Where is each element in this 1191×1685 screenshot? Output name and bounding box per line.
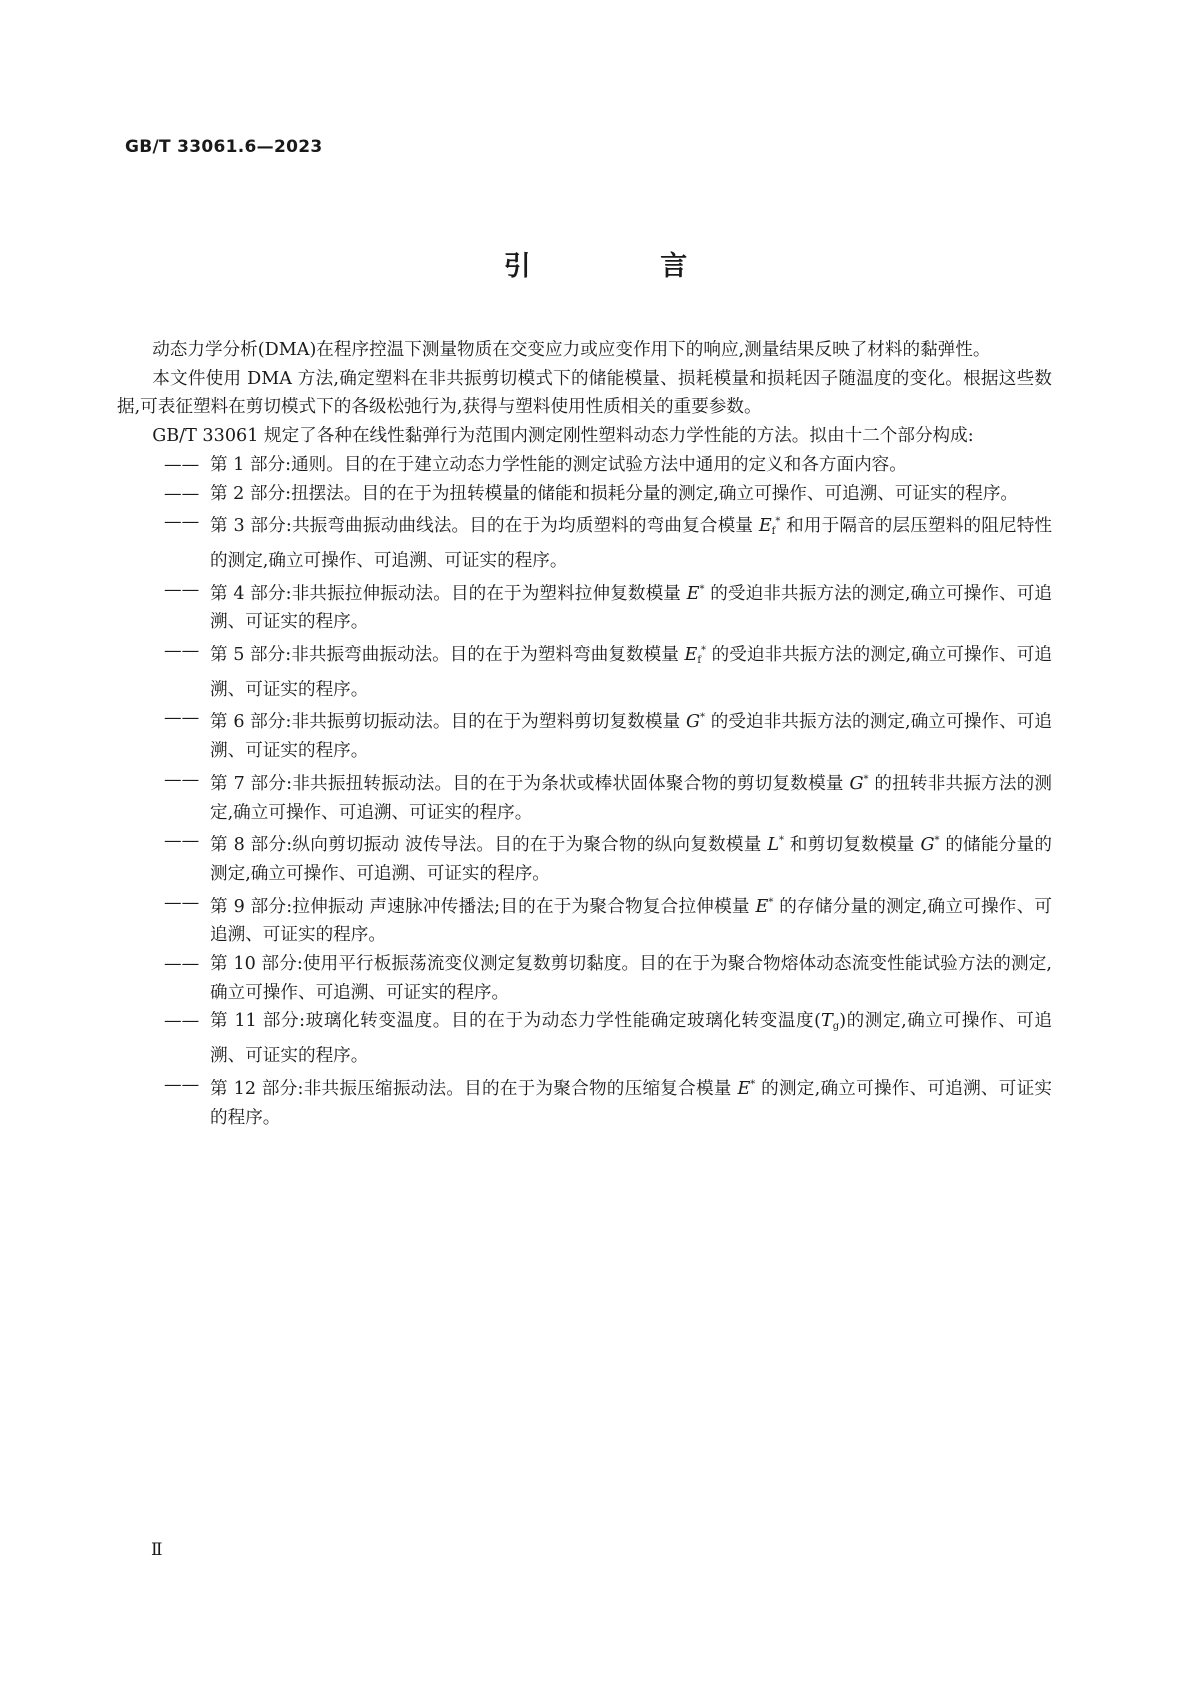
math-symbol: G: [920, 835, 935, 856]
math-superscript: *: [701, 645, 707, 657]
list-item-text-rest: 和剪切复数模量: [789, 835, 915, 856]
page-number: Ⅱ: [151, 1540, 163, 1560]
list-item-text-rest: 和用于隔音的层压塑料的阻尼特性的测定,确立可操作、可追溯、可证实的程序。: [210, 516, 1053, 571]
list-item-text: 第 10 部分:使用平行板振荡流变仪测定复数剪切黏度。目的在于为聚合物熔体动态流变性能试验方法的测定,确立可操作、可追溯、可证实的程序。: [210, 954, 1052, 1003]
math-symbol: T: [821, 1011, 833, 1032]
list-dash: ——: [164, 512, 200, 533]
math-superscript: *: [863, 773, 869, 785]
math-superscript: *: [934, 835, 940, 847]
list-dash: ——: [164, 454, 200, 475]
math-symbol: E: [755, 896, 769, 917]
list-item-text-rest: 的受迫非共振方法的测定,确立可操作、可追溯、可证实的程序。: [210, 712, 1052, 762]
list-item: [117, 766, 1052, 827]
document-code: GB/T 33061.6—2023: [125, 137, 323, 157]
list-item: [117, 704, 1052, 765]
list-dash: ——: [164, 1011, 200, 1032]
list-item-text: 第 8 部分:纵向剪切振动 波传导法。目的在于为聚合物的纵向复数模量: [210, 835, 762, 856]
list-item: [117, 451, 1052, 480]
math-symbol: E: [684, 645, 698, 666]
list-item: [117, 637, 1052, 704]
list-item-text: 第 2 部分:扭摆法。目的在于为扭转模量的储能和损耗分量的测定,确立可操作、可追溯、可证实的程序。: [210, 483, 1019, 504]
list-dash: ——: [164, 1074, 200, 1095]
list-dash: ——: [164, 579, 200, 600]
list-dash: ——: [164, 892, 200, 913]
page-title: 引 言: [503, 251, 748, 282]
math-superscript: *: [768, 896, 774, 908]
math-symbol: E: [758, 516, 772, 537]
list-item-text: 第 6 部分:非共振剪切振动法。目的在于为塑料剪切复数模量: [210, 712, 681, 733]
list-item-text: 第 12 部分:非共振压缩振动法。目的在于为聚合物的压缩复合模量: [210, 1078, 732, 1099]
list-item-text-rest: 的储能分量的测定,确立可操作、可追溯、可证实的程序。: [210, 835, 1053, 884]
paragraph: 动态力学分析(DMA)在程序控温下测量物质在交变应力或应变作用下的响应,测量结果反映了材料的黏弹性。: [152, 340, 991, 360]
math-superscript: *: [779, 835, 785, 847]
math-superscript: *: [700, 712, 706, 724]
math-superscript: *: [699, 583, 705, 595]
math-symbol: E: [686, 583, 700, 604]
list-dash: ——: [164, 483, 200, 504]
list-item: [117, 508, 1052, 575]
list-item-text: 第 5 部分:非共振弯曲振动法。目的在于为塑料弯曲复数模量: [210, 645, 679, 666]
paragraph: 本文件使用 DMA 方法,确定塑料在非共振剪切模式下的储能模量、损耗模量和损耗因子随温度的变化。根据这些数据,可表征塑料在剪切模式下的各级松弛行为,获得与塑料使用性质相关的重要参数。: [117, 368, 1052, 418]
list-dash: ——: [164, 831, 200, 852]
math-symbol: G: [685, 712, 701, 733]
math-superscript: *: [775, 516, 781, 528]
math-symbol: L: [767, 835, 780, 856]
list-item-text: 第 3 部分:共振弯曲振动曲线法。目的在于为均质塑料的弯曲复合模量: [210, 516, 754, 537]
list-item-text: 第 11 部分:玻璃化转变温度。目的在于为动态力学性能确定玻璃化转变温度(: [210, 1011, 822, 1032]
list-item-text-rest: 的受迫非共振方法的测定,确立可操作、可追溯、可证实的程序。: [210, 645, 1053, 700]
list-item: [117, 827, 1052, 888]
math-symbol: E: [737, 1078, 751, 1099]
list-dash: ——: [164, 954, 200, 975]
list-item-text-rest: 的存储分量的测定,确立可操作、可追溯、可证实的程序。: [210, 896, 1052, 946]
list-item: [117, 576, 1052, 637]
paragraph: GB/T 33061 规定了各种在线性黏弹行为范围内测定刚性塑料动态力学性能的方法。拟由十二个部分构成:: [152, 426, 974, 447]
math-superscript: *: [750, 1078, 756, 1090]
list-item-text: 第 4 部分:非共振拉伸振动法。目的在于为塑料拉伸复数模量: [210, 583, 681, 604]
list-dash: ——: [164, 708, 200, 729]
list-item-text-rest: )的测定,确立可操作、可追溯、可证实的程序。: [210, 1011, 1052, 1067]
math-subscript: f: [771, 526, 776, 538]
list-item: [117, 1007, 1052, 1070]
list-item-text: 第 1 部分:通则。目的在于建立动态力学性能的测定试验方法中通用的定义和各方面内容。: [210, 454, 907, 475]
list-item: [117, 480, 1052, 509]
math-subscript: f: [697, 655, 702, 667]
list-dash: ——: [164, 641, 200, 662]
body-text: [117, 336, 1052, 1132]
list-item-text-rest: 的测定,确立可操作、可追溯、可证实的程序。: [210, 1078, 1053, 1128]
math-symbol: G: [849, 773, 864, 794]
list-item: [117, 950, 1052, 1007]
list-item: [117, 889, 1052, 950]
list-dash: ——: [164, 769, 200, 790]
list-item-text-rest: 的受迫非共振方法的测定,确立可操作、可追溯、可证实的程序。: [210, 583, 1053, 633]
list-item-text: 第 7 部分:非共振扭转振动法。目的在于为条状或棒状固体聚合物的剪切复数模量: [210, 773, 844, 794]
math-subscript: g: [832, 1021, 840, 1033]
list-item-text: 第 9 部分:拉伸振动 声速脉冲传播法;目的在于为聚合物复合拉伸模量: [210, 896, 750, 917]
list-item-text-rest: 的扭转非共振方法的测定,确立可操作、可追溯、可证实的程序。: [210, 773, 1053, 823]
list-item: [117, 1071, 1052, 1132]
